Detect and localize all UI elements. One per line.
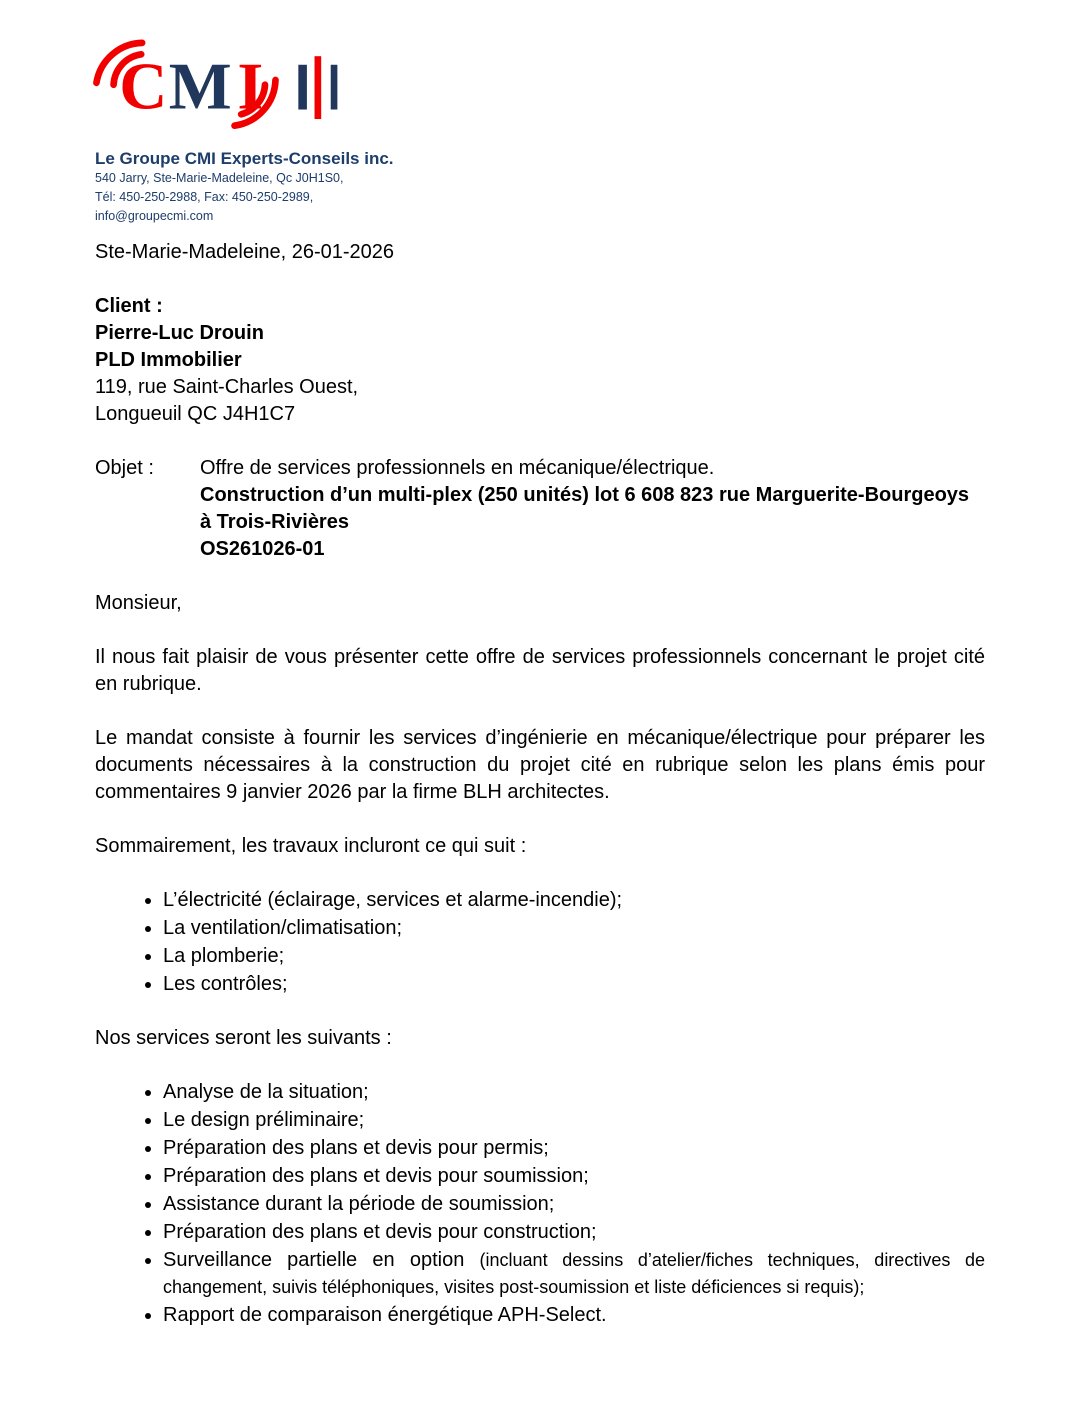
list-item: • La ventilation/climatisation;	[163, 915, 985, 942]
list-item	[163, 1247, 985, 1301]
company-address-line-1: 540 Jarry, Ste-Marie-Madeleine, Qc J0H1S0,	[95, 171, 344, 185]
intro-paragraph: Il nous fait plaisir de vous présenter cette offre de services professionnels concernant le projet cité en rubrique.	[95, 646, 985, 695]
client-label: Client :	[95, 295, 163, 317]
subject-ref: OS261026-01	[200, 538, 325, 560]
client-address-2: Longueuil QC J4H1C7	[95, 403, 296, 425]
service-item-main: Surveillance partielle en option	[163, 1249, 480, 1271]
subject-content	[200, 455, 985, 563]
list-item: • Préparation des plans et devis pour permis;	[163, 1135, 985, 1162]
logo-letter-m: M	[168, 50, 232, 124]
client-block	[95, 293, 985, 428]
client-name: Pierre-Luc Drouin	[95, 322, 264, 344]
list-item: • Préparation des plans et devis pour soumission;	[163, 1163, 985, 1190]
subject-block	[95, 455, 985, 563]
date-line: Ste-Marie-Madeleine, 26-01-2026	[95, 241, 395, 263]
subject-label: Objet :	[95, 457, 154, 479]
mandate-paragraph: Le mandat consiste à fournir les services d’ingénierie en mécanique/électrique pour préparer les documents nécessaires à la construction du projet cité en rubrique selon les plans émis pour commentaires 9 janvier 2026 par la firme BLH architectes.	[95, 727, 985, 803]
list-item: • Préparation des plans et devis pour construction;	[163, 1219, 985, 1246]
works-list	[95, 887, 985, 998]
services-intro: Nos services seront les suivants :	[95, 1027, 392, 1049]
logo-bars-icon	[298, 56, 337, 119]
list-item: • Rapport de comparaison énergétique APH-Select.	[163, 1302, 985, 1329]
list-item: • Les contrôles;	[163, 971, 985, 998]
list-item: • Assistance durant la période de soumission;	[163, 1191, 985, 1218]
subject-line-1: Offre de services professionnels en mécanique/électrique.	[200, 457, 715, 479]
salutation: Monsieur,	[95, 592, 182, 614]
company-name: Le Groupe CMI Experts-Conseils inc.	[95, 149, 394, 168]
works-intro: Sommairement, les travaux incluront ce qui suit :	[95, 835, 527, 857]
cmi-logo	[95, 40, 355, 140]
logo-letter-i: I	[237, 50, 264, 124]
list-item: • Analyse de la situation;	[163, 1079, 985, 1106]
letterhead	[95, 40, 985, 226]
subject-title: Construction d’un multi-plex (250 unités) lot 6 608 823 rue Marguerite-Bourgeoys à Trois-Rivières	[200, 484, 970, 533]
logo-letter-c: C	[119, 50, 168, 124]
company-email: info@groupecmi.com	[95, 209, 214, 223]
client-company: PLD Immobilier	[95, 349, 242, 371]
client-address-1: 119, rue Saint-Charles Ouest,	[95, 376, 359, 398]
services-list	[95, 1079, 985, 1329]
list-item: • Le design préliminaire;	[163, 1107, 985, 1134]
company-address-line-2: Tél: 450-250-2988, Fax: 450-250-2989,	[95, 190, 314, 204]
list-item: • L’électricité (éclairage, services et alarme-incendie);	[163, 887, 985, 914]
list-item: • La plomberie;	[163, 943, 985, 970]
service-item-detail: (incluant dessins d’atelier/fiches techniques, directives de changement, suivis téléphoniques, visites post-soumission et liste déficiences si requis);	[163, 1250, 985, 1297]
